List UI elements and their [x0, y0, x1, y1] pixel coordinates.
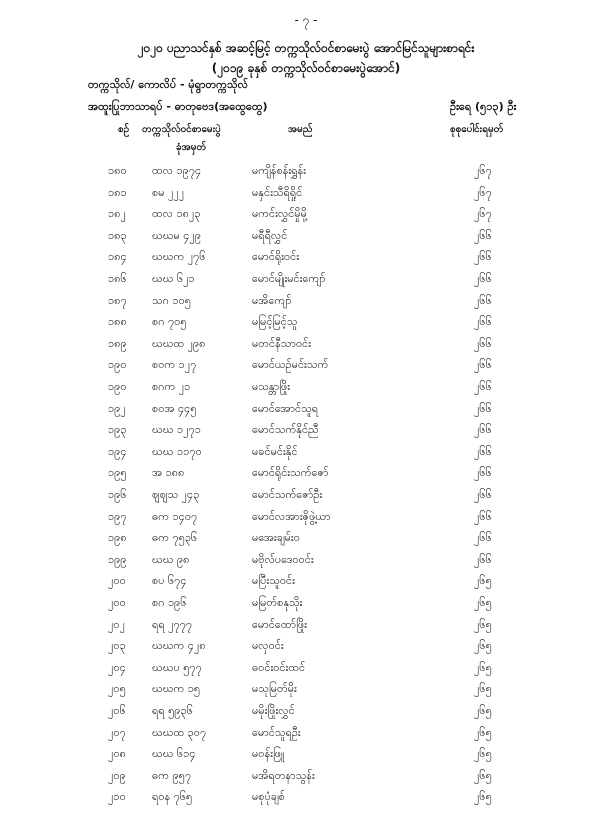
table-row	[0, 294, 612, 318]
row-score: ၂၆၅	[474, 682, 492, 696]
row-score: ၂၆၅	[474, 639, 492, 653]
document-title: ၂၀၂၀ ပညာသင်နှစ် အဆင့်မြင့် တက္ကသိုလ်ဝင်စာမေးပွဲ အောင်မြင်သူများစာရင်း	[137, 41, 475, 55]
row-exam-id: စဝက ၁၂၇	[152, 358, 197, 372]
row-number: ၂၀၄	[108, 660, 126, 674]
row-name: မောင်သူရဦး	[252, 725, 301, 739]
table-row	[0, 164, 612, 188]
row-exam-id: အ ၁၈၈	[152, 466, 185, 480]
document-subtitle: (၂၀၁၉ ခုနှစ် တက္ကသိုလ်ဝင်စာမေးပွဲအောင်)	[211, 61, 401, 75]
row-number: ၁၈၂	[108, 207, 126, 221]
row-name: မမိုးဖြိုးလွှင်	[252, 704, 295, 717]
table-row	[0, 790, 612, 814]
row-exam-id: စဂက ၂၁	[152, 380, 191, 393]
row-score: ၂၆၆	[474, 315, 492, 329]
col-header-no: စဉ်	[118, 124, 130, 135]
row-exam-id: ဃဃ ၆၂၁	[152, 272, 195, 285]
row-name: မောင်ရိုင်းသက်ဇော်	[252, 466, 329, 480]
row-name: မောင်လအားဇိုဖွဲ့ယာ	[252, 509, 331, 523]
table-row	[0, 337, 612, 361]
row-score: ၂၆၆	[474, 531, 492, 545]
table-row	[0, 445, 612, 469]
row-score: ၂၆၆	[474, 336, 492, 350]
table-row	[0, 207, 612, 231]
row-score: ၂၆၆	[474, 552, 492, 566]
row-name: မခင်မင်းနိုင်	[252, 444, 298, 458]
row-score: ၂၆၆	[474, 401, 492, 415]
row-number: ၁၈၄	[108, 250, 127, 264]
row-name: မောင်ထော်ဖြိုး	[252, 617, 307, 631]
table-row	[0, 380, 612, 404]
row-number: ၁၈၃	[108, 228, 127, 242]
row-number: ၁၉၄	[108, 444, 127, 458]
row-score: ၂၆၆	[474, 380, 492, 393]
table-row	[0, 272, 612, 296]
table-row	[0, 358, 612, 382]
row-name: မောင်အောင်သူရ	[252, 401, 319, 415]
row-number: ၁၉၀	[108, 358, 127, 372]
row-name: မောင်သက်ဇော်ဦး	[252, 488, 323, 501]
col-header-id-line2: ခုံအမှတ်	[176, 142, 207, 153]
row-exam-id: ဃဃထ ၂၉၈	[152, 336, 206, 350]
total-count: ဦးရေ (၅၁၃) ဦး	[450, 100, 517, 113]
row-score: ၂၆၆	[474, 250, 492, 264]
row-exam-id: ဓက ၉၅၇	[152, 768, 192, 782]
row-number: ၁၈၁	[108, 185, 127, 199]
table-row	[0, 510, 612, 534]
row-exam-id: ဃဃက ၁၅	[152, 682, 201, 696]
row-name: မသုမြတ်မိုး	[252, 682, 297, 696]
row-number: ၁၉၉	[108, 552, 127, 566]
col-header-id: တက္ကသိုလ်ဝင်စာမေးပွဲ	[142, 124, 221, 135]
row-name: ဓဝင်းဝင်းထင်	[252, 660, 306, 674]
row-exam-id: ထလ ၁၈၂၃	[152, 207, 201, 221]
row-exam-id: ဃဃမ ၄၂၉	[152, 228, 202, 242]
row-name: မောင်ယဉ်မင်းသက်	[252, 358, 329, 372]
row-score: ၂၆၆	[474, 228, 492, 242]
table-row	[0, 402, 612, 426]
row-exam-id: ဃဃက ၂၇၆	[152, 250, 206, 264]
row-number: ၂၀၃	[108, 639, 126, 653]
row-exam-id: စဂ ၇၀၅	[152, 315, 187, 329]
row-exam-id: ဃဃထ ၃၀၇	[152, 725, 207, 739]
row-score: ၂၆၅	[474, 704, 492, 717]
row-name: မကျိန်စန်းရွှန်း	[252, 164, 306, 177]
col-header-name: အမည်	[288, 124, 313, 135]
row-score: ၂၆၅	[474, 747, 492, 761]
row-exam-id: ထလ ၁၉၇၄	[152, 164, 202, 177]
row-score: ၂၆၆	[474, 293, 492, 307]
row-number: ၂၀၇	[108, 725, 126, 739]
row-number: ၂၀၆	[108, 704, 126, 717]
table-row	[0, 488, 612, 512]
row-score: ၂၆၆	[474, 272, 492, 285]
row-score: ၂၆၆	[474, 423, 492, 437]
row-number: ၁၉၂	[108, 401, 126, 415]
subject-line: အထူးပြုဘာသာရပ် - ဓာတုဗေဒ(အထွေထွေ)	[88, 100, 268, 113]
row-name: မအေးချမ်း၀	[252, 531, 300, 545]
table-row	[0, 423, 612, 447]
table-row	[0, 315, 612, 339]
row-number: ၁၉၈	[108, 531, 127, 545]
row-score: ၂၆၆	[474, 358, 492, 372]
table-row	[0, 639, 612, 663]
row-name: မောင်ရိုးဝင်း	[252, 250, 300, 264]
row-number: ၁၈၆	[108, 272, 127, 285]
row-name: မသန္တာဖြိုး	[252, 380, 291, 393]
row-number: ၂၀၀	[108, 574, 126, 588]
table-row	[0, 553, 612, 577]
row-name: မနှင်းသီရိရှိုင်	[252, 185, 303, 199]
row-name: မကင်းလွှင်မှိုမို့	[252, 207, 307, 221]
row-number: ၁၈၉	[108, 336, 127, 350]
row-exam-id: ဃဃ ၁၁၇၀	[152, 444, 202, 458]
row-number: ၁၈၈	[108, 315, 127, 329]
row-name: မဗိုလ်ပဒေ၀ဝင်း	[252, 552, 314, 566]
row-exam-id: ဃဃ ၁၂၇၁	[152, 423, 201, 437]
table-row	[0, 229, 612, 253]
row-name: မဝန်းဖြူ	[252, 747, 285, 761]
row-number: ၁၉၅	[108, 466, 127, 480]
row-exam-id: စပ ၆၇၄	[152, 574, 187, 588]
row-score: ၂၆၆	[474, 488, 492, 501]
row-exam-id: ရရ ၂၇၇၇	[152, 617, 193, 631]
table-row	[0, 531, 612, 555]
row-number: ၁၈၇	[108, 293, 127, 307]
row-score: ၂၆၅	[474, 574, 492, 588]
row-name: မစုပုံချစ်	[252, 790, 285, 804]
table-row	[0, 769, 612, 793]
row-exam-id: ဓက ၇၅၃၆	[152, 531, 198, 545]
row-number: ၁၉၆	[108, 488, 127, 501]
row-exam-id: ရရ ၅၉၃၆	[152, 704, 193, 717]
row-name: မမြင့်မြင့်သူ	[252, 315, 298, 329]
row-exam-id: ဃဃ ၆၁၄	[152, 747, 196, 761]
row-name: မလှဝင်း	[252, 639, 284, 653]
table-row	[0, 726, 612, 750]
row-score: ၂၆၅	[474, 725, 492, 739]
row-exam-id: စဂ ၁၉၆	[152, 596, 187, 609]
row-score: ၂၆၇	[474, 207, 492, 221]
row-exam-id: စမ ၂၂၂	[152, 185, 185, 199]
table-row	[0, 661, 612, 685]
row-name: မမြတ်စနုသိုး	[252, 596, 303, 609]
row-name: မတင်နီသာဝင်း	[252, 336, 312, 350]
row-name: မရီရီလွှင်	[252, 228, 288, 242]
row-score: ၂၆၅	[474, 596, 492, 609]
row-name: မအိကျော်	[252, 293, 292, 307]
row-exam-id: ရဝန ၇၆၅	[152, 790, 193, 804]
row-number: ၂၀၅	[108, 682, 126, 696]
col-header-score: စုစုပေါင်းရမှတ်	[450, 124, 504, 135]
table-row	[0, 682, 612, 706]
row-name: မောင်မျိုးမင်းကျော်	[252, 272, 326, 285]
row-exam-id: ဃဃပ ၅၇၇	[152, 660, 202, 674]
row-number: ၁၉၃	[108, 423, 127, 437]
table-row	[0, 747, 612, 771]
row-number: ၂၁၀	[108, 790, 126, 804]
table-row	[0, 186, 612, 210]
row-exam-id: ဓက ၁၄၀၇	[152, 509, 198, 523]
row-exam-id: ဈဈသ ၂၄၃	[152, 488, 200, 501]
table-row	[0, 618, 612, 642]
row-score: ၂၆၆	[474, 444, 492, 458]
table-row	[0, 704, 612, 728]
row-exam-id: ဃဃ ၉၈	[152, 552, 190, 566]
row-exam-id: စဝအ ၄၄၅	[152, 401, 197, 415]
row-exam-id: သဂ ၁၀၅	[152, 293, 191, 307]
page-number: - ၇ -	[294, 13, 318, 27]
row-number: ၂၀၈	[108, 747, 126, 761]
table-row	[0, 466, 612, 490]
row-score: ၂၆၅	[474, 768, 492, 782]
row-score: ၂၆၅	[474, 617, 492, 631]
row-number: ၁၉၀	[108, 380, 127, 393]
row-number: ၂၀၂	[108, 617, 125, 631]
row-name: မပြီးသူဝင်း	[252, 574, 295, 588]
row-number: ၁၈၀	[108, 164, 127, 177]
row-score: ၂၆၅	[474, 660, 492, 674]
row-name: မောင်သက်နိုင်ညီ	[252, 423, 319, 437]
row-score: ၂၆၆	[474, 466, 492, 480]
row-name: မအိရတနာသွန်း	[252, 768, 315, 782]
row-score: ၂၆၇	[474, 185, 492, 199]
row-score: ၂၆၆	[474, 509, 492, 523]
table-row	[0, 574, 612, 598]
table-row	[0, 250, 612, 274]
university-line: တက္ကသိုလ်/ ကောလိပ် - မုံရွာတက္ကသိုလ်	[88, 78, 248, 91]
row-number: ၂၀၉	[108, 768, 126, 782]
table-row	[0, 596, 612, 620]
row-number: ၁၉၇	[108, 509, 127, 523]
row-score: ၂၆၅	[474, 790, 492, 804]
row-score: ၂၆၇	[474, 164, 492, 177]
row-exam-id: ဃဃက ၄၂၈	[152, 639, 206, 653]
row-number: ၂၀၀	[108, 596, 126, 609]
